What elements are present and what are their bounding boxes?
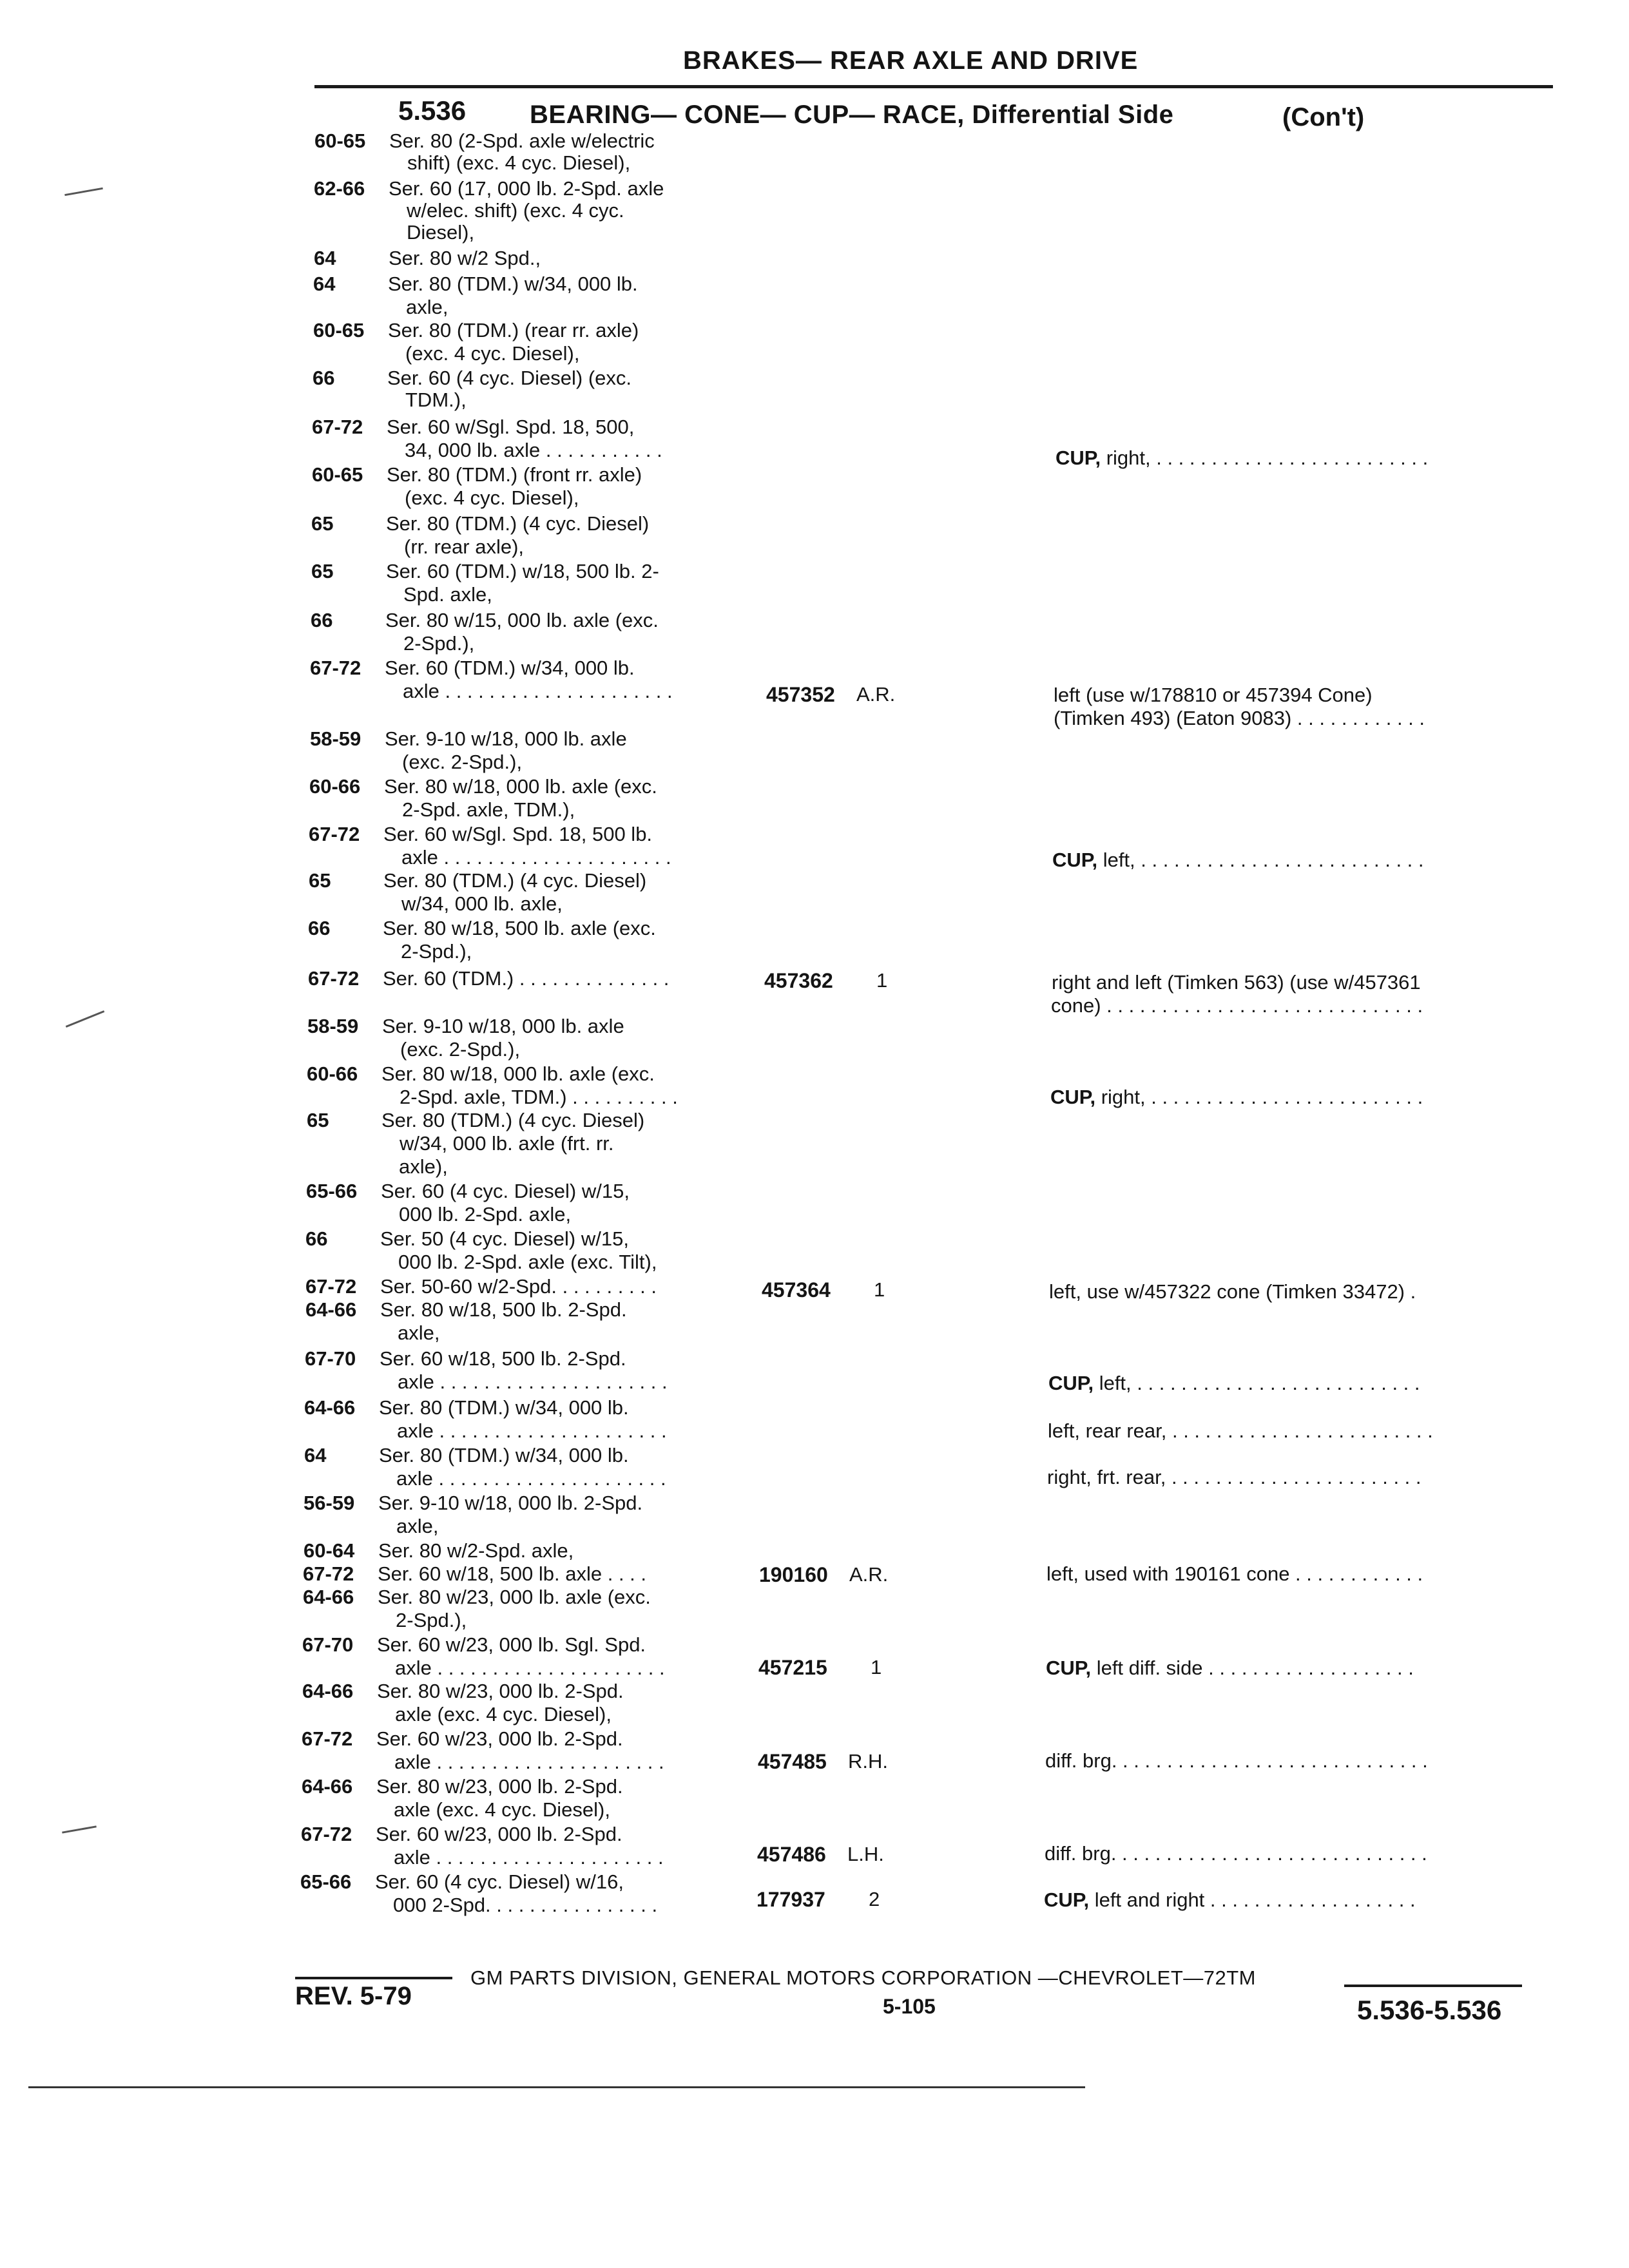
application-text: axle . . . . . . . . . . . . . . . . . . . . . <box>403 680 673 702</box>
application-text: w/34, 000 lb. axle, <box>401 892 563 915</box>
description-keyword: CUP, <box>1048 1372 1094 1394</box>
application-text: Ser. 60 (TDM.) w/18, 500 lb. 2- <box>386 560 659 582</box>
model-year: 65-66 <box>306 1180 358 1202</box>
model-year: 60-66 <box>307 1062 358 1085</box>
description-text: left, . . . . . . . . . . . . . . . . . . . . . . . . . . <box>1097 849 1424 871</box>
application-text: Ser. 80 w/18, 500 lb. 2-Spd. <box>380 1298 627 1321</box>
application-text: axle . . . . . . . . . . . . . . . . . . . . . <box>397 1419 667 1442</box>
description-text: left (use w/178810 or 457394 Cone) <box>1054 684 1373 706</box>
application-text: Ser. 80 w/23, 000 lb. 2-Spd. <box>377 1680 624 1702</box>
application-text: Ser. 60 w/18, 500 lb. 2-Spd. <box>380 1347 626 1370</box>
application-text: Ser. 50 (4 cyc. Diesel) w/15, <box>380 1227 629 1250</box>
model-year: 67-70 <box>302 1633 354 1656</box>
model-year: 64-66 <box>302 1680 354 1702</box>
model-year: 65 <box>311 560 334 582</box>
application-text: Ser. 60 (TDM.) . . . . . . . . . . . . . . <box>383 967 670 990</box>
model-year: 65 <box>307 1109 329 1131</box>
part-description <box>1050 1086 1423 1108</box>
model-year: 67-72 <box>301 1823 352 1845</box>
application-text: (exc. 2-Spd.), <box>402 751 523 773</box>
part-number: 177937 <box>757 1888 825 1911</box>
application-text: axle, <box>398 1321 440 1344</box>
part-description <box>1054 684 1373 706</box>
part-description <box>1052 972 1421 994</box>
model-year: 64-66 <box>305 1298 357 1321</box>
model-year: 66 <box>311 609 333 631</box>
description-text: right, . . . . . . . . . . . . . . . . . . . . . . . . . <box>1101 447 1429 469</box>
application-text: axle . . . . . . . . . . . . . . . . . . . . . <box>396 1467 666 1490</box>
description-text: left, use w/457322 cone (Timken 33472) . <box>1049 1280 1416 1303</box>
page-header-title: BRAKES— REAR AXLE AND DRIVE <box>683 46 1139 75</box>
application-text: 000 2-Spd. . . . . . . . . . . . . . . . <box>393 1894 658 1916</box>
application-text: Ser. 80 w/18, 000 lb. axle (exc. <box>384 775 657 798</box>
description-keyword: CUP, <box>1044 1888 1090 1911</box>
application-text: Ser. 9-10 w/18, 000 lb. 2-Spd. <box>378 1492 643 1514</box>
quantity: 1 <box>874 1278 885 1301</box>
description-keyword: CUP, <box>1046 1657 1092 1679</box>
description-keyword: CUP, <box>1050 1086 1096 1108</box>
quantity: 2 <box>869 1888 880 1910</box>
application-text: 34, 000 lb. axle . . . . . . . . . . . <box>405 439 662 461</box>
header-rule <box>314 85 1553 88</box>
part-description <box>1045 1843 1427 1865</box>
application-text: Ser. 80 w/2-Spd. axle, <box>378 1539 574 1562</box>
application-text: 2-Spd.), <box>396 1609 467 1631</box>
application-text: axle), <box>399 1155 448 1178</box>
model-year: 67-72 <box>305 1275 357 1298</box>
model-year: 66 <box>313 367 335 389</box>
model-year: 64 <box>304 1444 327 1466</box>
model-year: 64-66 <box>304 1396 356 1419</box>
application-text: Ser. 50-60 w/2-Spd. . . . . . . . . . <box>380 1275 657 1298</box>
application-text: axle . . . . . . . . . . . . . . . . . . . . . <box>401 846 671 869</box>
application-text: Ser. 60 w/18, 500 lb. axle . . . . <box>378 1562 647 1585</box>
application-text: Ser. 80 w/18, 000 lb. axle (exc. <box>381 1062 655 1085</box>
part-number: 457362 <box>764 969 833 992</box>
application-text: Ser. 60 w/23, 000 lb. 2-Spd. <box>376 1727 623 1750</box>
model-year: 64 <box>314 247 336 269</box>
application-text: (exc. 2-Spd.), <box>400 1038 521 1061</box>
application-text: Ser. 80 (TDM.) (4 cyc. Diesel) <box>381 1109 645 1131</box>
description-text: right, . . . . . . . . . . . . . . . . . . . . . . . . . <box>1095 1086 1423 1108</box>
description-text: right and left (Timken 563) (use w/457361 <box>1052 971 1421 994</box>
part-number: 190160 <box>759 1563 828 1586</box>
part-description <box>1049 1281 1416 1303</box>
description-text: left, used with 190161 cone . . . . . . . . . . . . <box>1046 1562 1423 1585</box>
application-text: Ser. 80 (TDM.) (4 cyc. Diesel) <box>386 512 650 535</box>
application-text: Ser. 60 (4 cyc. Diesel) w/16, <box>375 1870 624 1893</box>
application-text: Ser. 80 w/15, 000 lb. axle (exc. <box>385 609 659 631</box>
application-text: axle, <box>396 1515 439 1537</box>
part-description <box>1046 1563 1423 1585</box>
model-year: 65 <box>309 869 331 892</box>
application-text: Ser. 80 w/2 Spd., <box>389 247 541 269</box>
description-text: left, rear rear, . . . . . . . . . . . . . . . . . . . . . . . . <box>1048 1419 1433 1442</box>
part-description <box>1045 1750 1428 1772</box>
part-description <box>1048 1372 1420 1394</box>
application-text: Ser. 80 (TDM.) (front rr. axle) <box>387 463 642 486</box>
description-text: cone) . . . . . . . . . . . . . . . . . . . . . . . . . . . . . <box>1051 994 1423 1017</box>
application-text: Ser. 60 (4 cyc. Diesel) w/15, <box>381 1180 630 1202</box>
corporation-label: GM PARTS DIVISION, GENERAL MOTORS CORPORATION —CHEVROLET—72TM <box>470 1966 1257 1989</box>
application-text: Ser. 60 w/Sgl. Spd. 18, 500, <box>387 416 635 438</box>
model-year: 66 <box>305 1227 328 1250</box>
model-year: 64-66 <box>302 1775 353 1798</box>
model-year: 67-72 <box>302 1727 353 1750</box>
application-text: Ser. 80 w/23, 000 lb. 2-Spd. <box>376 1775 623 1798</box>
part-description <box>1055 447 1428 469</box>
description-keyword: CUP, <box>1052 849 1098 871</box>
model-year: 67-72 <box>303 1562 354 1585</box>
model-year: 66 <box>308 917 331 939</box>
application-text: Ser. 9-10 w/18, 000 lb. axle <box>385 727 627 750</box>
application-text: Ser. 60 (17, 000 lb. 2-Spd. axle <box>389 177 664 200</box>
quantity: 1 <box>876 969 888 992</box>
footer-rule-right <box>1344 1984 1522 1987</box>
application-text: axle, <box>406 296 448 318</box>
page-number: 5-105 <box>883 1995 936 2018</box>
model-year: 62-66 <box>314 177 365 200</box>
quantity: A.R. <box>856 683 896 706</box>
application-text: axle . . . . . . . . . . . . . . . . . . . . . <box>395 1657 665 1679</box>
application-text: Ser. 80 (2-Spd. axle w/electric <box>389 130 655 152</box>
application-text: axle . . . . . . . . . . . . . . . . . . . . . <box>398 1370 668 1393</box>
section-title: BEARING— CONE— CUP— RACE, Differential Side <box>530 101 1174 129</box>
application-text: Ser. 60 (TDM.) w/34, 000 lb. <box>385 657 635 679</box>
model-year: 60-65 <box>312 463 363 486</box>
model-year: 60-66 <box>309 775 361 798</box>
application-text: (exc. 4 cyc. Diesel), <box>405 342 580 365</box>
model-year: 67-72 <box>312 416 363 438</box>
part-description <box>1054 707 1425 729</box>
footer-rule-left <box>295 1977 452 1979</box>
description-text: left, . . . . . . . . . . . . . . . . . . . . . . . . . . <box>1094 1372 1420 1394</box>
application-text: Ser. 60 (4 cyc. Diesel) (exc. <box>387 367 632 389</box>
model-year: 64-66 <box>303 1586 354 1608</box>
section-range: 5.536-5.536 <box>1357 1995 1502 2025</box>
application-text: Ser. 80 w/23, 000 lb. axle (exc. <box>378 1586 651 1608</box>
application-text: Ser. 60 w/23, 000 lb. 2-Spd. <box>376 1823 622 1845</box>
application-text: Spd. axle, <box>403 583 492 606</box>
model-year: 65 <box>311 512 334 535</box>
part-number: 457485 <box>758 1750 827 1773</box>
application-text: Ser. 80 (TDM.) w/34, 000 lb. <box>388 273 638 295</box>
application-text: w/elec. shift) (exc. 4 cyc. <box>407 199 624 222</box>
model-year: 60-65 <box>313 319 365 341</box>
application-text: Ser. 60 w/23, 000 lb. Sgl. Spd. <box>377 1633 646 1656</box>
model-year: 65-66 <box>300 1870 352 1893</box>
quantity: R.H. <box>848 1750 888 1773</box>
part-description <box>1044 1889 1416 1911</box>
scan-mark <box>64 187 103 196</box>
application-text: 000 lb. 2-Spd. axle, <box>399 1203 572 1225</box>
application-text: 2-Spd. axle, TDM.) . . . . . . . . . . <box>400 1086 678 1108</box>
application-text: 000 lb. 2-Spd. axle (exc. Tilt), <box>398 1251 657 1273</box>
description-text: diff. brg. . . . . . . . . . . . . . . . . . . . . . . . . . . . . <box>1045 1749 1428 1772</box>
part-number: 457352 <box>766 683 835 706</box>
application-text: Ser. 80 (TDM.) w/34, 000 lb. <box>379 1396 629 1419</box>
part-description <box>1047 1466 1422 1488</box>
application-text: Ser. 80 (TDM.) w/34, 000 lb. <box>379 1444 629 1466</box>
application-text: Ser. 80 (TDM.) (4 cyc. Diesel) <box>383 869 647 892</box>
application-text: Ser. 80 (TDM.) (rear rr. axle) <box>388 319 639 341</box>
model-year: 67-72 <box>308 967 360 990</box>
application-text: 2-Spd. axle, TDM.), <box>402 798 575 821</box>
part-number: 457486 <box>757 1843 826 1866</box>
description-text: left diff. side . . . . . . . . . . . . . . . . . . . <box>1091 1657 1414 1679</box>
section-number: 5.536 <box>398 95 467 126</box>
model-year: 67-72 <box>310 657 361 679</box>
part-description <box>1051 995 1423 1017</box>
part-description <box>1048 1420 1433 1442</box>
part-description <box>1052 849 1424 871</box>
application-text: Ser. 9-10 w/18, 000 lb. axle <box>382 1015 624 1037</box>
application-text: axle . . . . . . . . . . . . . . . . . . . . . <box>394 1846 664 1869</box>
application-text: TDM.), <box>405 389 467 411</box>
application-text: Ser. 60 w/Sgl. Spd. 18, 500 lb. <box>383 823 653 845</box>
application-text: (exc. 4 cyc. Diesel), <box>405 486 579 509</box>
scan-mark <box>66 1010 104 1028</box>
model-year: 67-70 <box>305 1347 356 1370</box>
application-text: axle . . . . . . . . . . . . . . . . . . . . . <box>394 1751 664 1773</box>
model-year: 58-59 <box>310 727 361 750</box>
part-description <box>1046 1657 1414 1679</box>
application-text: 2-Spd.), <box>403 632 475 655</box>
description-text: right, frt. rear, . . . . . . . . . . . . . . . . . . . . . . . <box>1047 1466 1422 1488</box>
model-year: 56-59 <box>304 1492 355 1514</box>
quantity: 1 <box>871 1656 882 1678</box>
description-keyword: CUP, <box>1055 447 1101 469</box>
continued-label: (Con't) <box>1282 103 1365 131</box>
bottom-rule <box>28 2086 1085 2088</box>
model-year: 58-59 <box>307 1015 359 1037</box>
application-text: Ser. 80 w/18, 500 lb. axle (exc. <box>383 917 656 939</box>
part-number: 457364 <box>762 1278 831 1302</box>
application-text: (rr. rear axle), <box>404 535 525 558</box>
description-text: diff. brg. . . . . . . . . . . . . . . . . . . . . . . . . . . . . <box>1045 1842 1427 1865</box>
quantity: L.H. <box>847 1843 884 1865</box>
part-number: 457215 <box>758 1656 827 1679</box>
application-text: Diesel), <box>407 221 475 244</box>
model-year: 60-64 <box>304 1539 355 1562</box>
description-text: (Timken 493) (Eaton 9083) . . . . . . . . . . . . <box>1054 707 1425 729</box>
application-text: axle (exc. 4 cyc. Diesel), <box>395 1703 612 1725</box>
application-text: w/34, 000 lb. axle (frt. rr. <box>400 1132 614 1155</box>
application-text: axle (exc. 4 cyc. Diesel), <box>394 1798 610 1821</box>
application-text: shift) (exc. 4 cyc. Diesel), <box>407 151 631 174</box>
model-year: 60-65 <box>314 130 366 152</box>
model-year: 64 <box>313 273 336 295</box>
model-year: 67-72 <box>309 823 360 845</box>
application-text: 2-Spd.), <box>401 940 472 963</box>
quantity: A.R. <box>849 1563 889 1586</box>
scan-mark <box>62 1825 97 1833</box>
revision-label: REV. 5-79 <box>295 1982 412 2010</box>
description-text: left and right . . . . . . . . . . . . . . . . . . . <box>1089 1888 1416 1911</box>
